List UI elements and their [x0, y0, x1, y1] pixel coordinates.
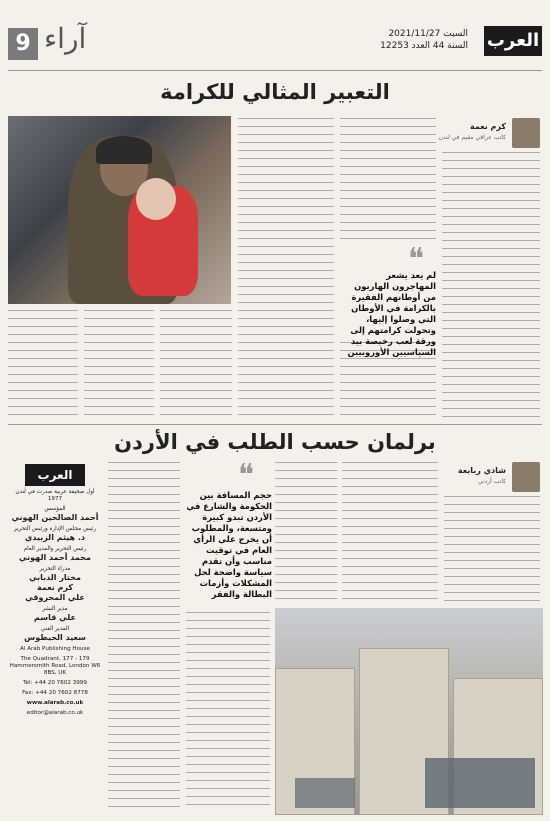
masthead-box — [8, 460, 102, 815]
article1-column-6 — [160, 310, 232, 420]
article2-column-3 — [275, 462, 337, 604]
article1-pull-quote: لم يعد يشعر المهاجرون الهاربون من أوطانهم الفقيرة بالكرامة في الأوطان التي وصلوا إليها، وتحولت كرامتهم إلى ورقة لعب رخيصة بيد السياسيين الأوروبيين — [347, 270, 436, 357]
date-line-1: السبت 2021/11/27 — [388, 29, 468, 39]
author-photo — [512, 118, 540, 148]
founder-name: أحمد الصالحين الهوني — [11, 513, 99, 522]
article2-column-4 — [186, 612, 270, 812]
article2-pull-quote: حجم المسافة بين الحكومة والشارع في الأردن تبدو كبيرة ومتسعة، والمطلوب أن يخرج علي الرأي العام في توقيت مناسب وأن تقدم سياسة واضحة لحل المشكلات وأزمات البطالة والفقر — [186, 490, 272, 599]
article1-column-4 — [8, 310, 78, 420]
photo-solar-panels — [295, 778, 355, 808]
article-divider — [8, 424, 542, 425]
article1-photo — [8, 116, 231, 304]
editor-name: كرم نعمة — [36, 583, 73, 592]
author-name: شادي ربابعة — [457, 466, 506, 475]
masthead-logo: العرب — [25, 464, 85, 486]
deputy-label: رئيس التحرير والمدير العام — [23, 546, 87, 552]
photo-solar-panels — [425, 758, 535, 808]
tech-label: المدير الفني — [40, 626, 70, 632]
publisher-tel: Tel: +44 20 7602 3999 — [23, 680, 87, 686]
article1-column-3 — [238, 118, 334, 418]
newspaper-logo: العرب — [484, 26, 542, 56]
date-line-2: السنة 44 العدد 12253 — [380, 41, 468, 51]
article2-photo — [275, 608, 543, 815]
editor-name: علي المحروقي — [25, 593, 85, 602]
publisher-website[interactable]: www.alarab.co.uk — [26, 700, 84, 706]
deputy-name: محمد أحمد الهوني — [19, 553, 91, 562]
page-number: 9 — [8, 28, 38, 60]
editor-name: مختار الدبابي — [29, 573, 81, 582]
article1-column-1 — [442, 152, 540, 420]
author-role: كاتب أردني — [477, 478, 506, 485]
masthead-tagline: أول صحيفة عربية صدرت في لندن 1977 — [15, 489, 95, 502]
photo-figure-child-head — [136, 178, 176, 220]
article1-column-5 — [84, 310, 154, 420]
tech-name: سعيد الحيطوس — [24, 633, 86, 642]
author-name: كرم نعمة — [469, 122, 506, 131]
editors-label: مدراء التحرير — [39, 566, 71, 572]
chairman-name: د. هيثم الزبيدي — [24, 533, 85, 542]
article1-column-2 — [340, 118, 436, 240]
art-label: مدير النشر — [42, 606, 68, 612]
article2-column-1 — [444, 496, 540, 604]
publisher-fax: Fax: +44 20 7602 8778 — [22, 690, 88, 696]
header-divider — [8, 70, 542, 71]
chairman-label: رئيس مجلس الإدارة ورئيس التحرير — [13, 526, 97, 532]
section-title: آراء — [44, 22, 87, 55]
article2-column-5 — [108, 462, 180, 812]
publisher-email[interactable]: editor@alarab.co.uk — [26, 710, 84, 716]
photo-figure-hat — [96, 136, 152, 164]
article1-headline: التعبير المثالي للكرامة — [160, 80, 390, 104]
art-name: علي قاسم — [34, 613, 76, 622]
article2-headline: برلمان حسب الطلب في الأردن — [114, 430, 436, 454]
quote-icon: ❝ — [408, 242, 425, 277]
issue-date — [380, 28, 468, 52]
founder-label: المؤسس — [44, 506, 66, 512]
page-header — [8, 22, 542, 68]
author-photo — [512, 462, 540, 492]
article1-author — [438, 118, 540, 148]
quote-icon: ❝ — [238, 458, 255, 493]
publisher-address: The Quadrant, 177 - 179 Hammersmith Road, London W6 8BS, UK — [9, 656, 101, 676]
author-role: كاتب عراقي مقيم في لندن — [438, 134, 506, 141]
article2-author — [444, 462, 540, 492]
publisher-name: Al Arab Publishing House — [20, 646, 90, 652]
article2-column-2 — [342, 462, 438, 604]
